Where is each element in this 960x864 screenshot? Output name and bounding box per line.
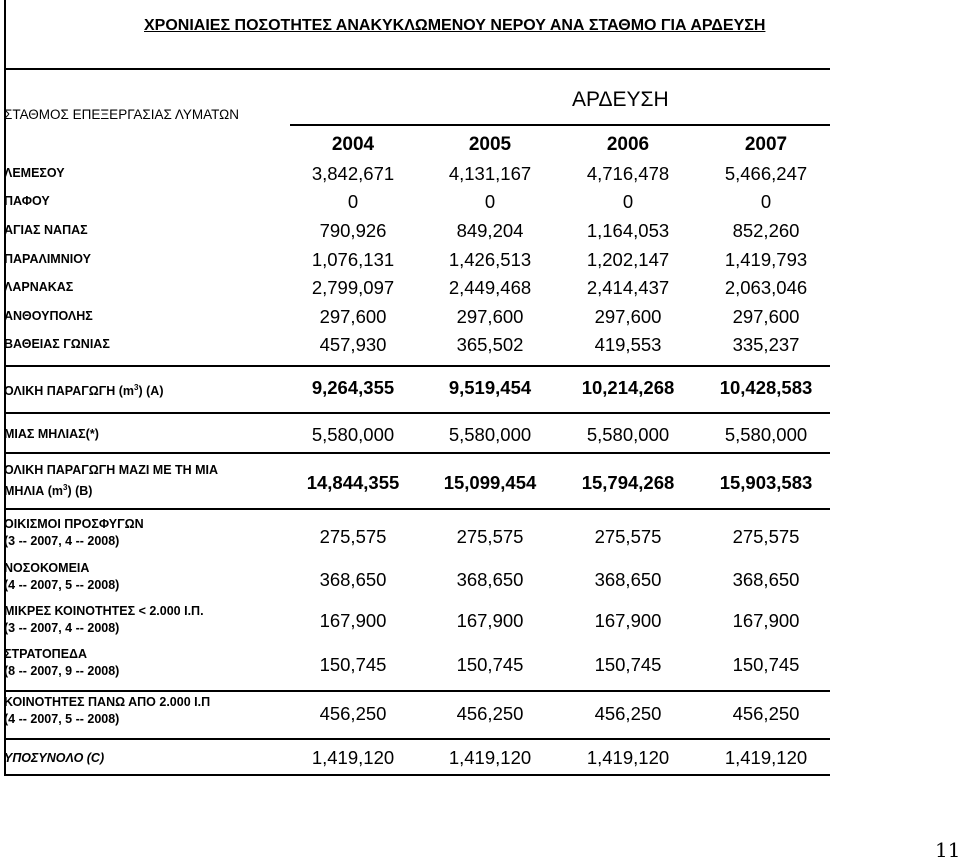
station-value-2004: 297,600 — [319, 306, 387, 327]
station-value-2004: 457,930 — [319, 334, 387, 355]
other-row-value-2005: 456,250 — [456, 703, 524, 724]
other-row-value-2004: 456,250 — [319, 703, 387, 724]
other-row-value-2006: 150,745 — [594, 654, 662, 675]
other-row-label-line1: ΝΟΣΟΚΟΜΕΙΑ — [4, 561, 90, 575]
total-a-label: ΟΛΙΚΗ ΠΑΡΑΓΩΓΗ $(m^3)$ (A) — [4, 383, 164, 399]
station-label: ΠΑΡΑΛΙΜΝΙΟΥ — [4, 252, 91, 266]
other-row-value-2006: 368,650 — [594, 569, 662, 590]
superscript-3: 3 — [63, 483, 68, 492]
station-value-2006: 4,716,478 — [586, 163, 670, 184]
other-row-value-2007: 167,900 — [732, 610, 800, 631]
station-value-2006: 297,600 — [594, 306, 662, 327]
year-header-2007: 2007 — [744, 134, 788, 155]
station-value-2006: 419,553 — [594, 334, 662, 355]
station-label: ΒΑΘΕΙΑΣ ΓΩΝΙΑΣ — [4, 337, 110, 351]
mias-mhlias-value-2006: 5,580,000 — [586, 424, 670, 445]
other-row-value-2007: 275,575 — [732, 526, 800, 547]
station-label: ΛΕΜΕΣΟΥ — [4, 166, 65, 180]
other-row-value-2006: 275,575 — [594, 526, 662, 547]
station-value-2007: 335,237 — [732, 334, 800, 355]
station-value-2004: 1,076,131 — [311, 249, 395, 270]
other-row-label — [4, 603, 204, 637]
other-row-label — [4, 646, 119, 680]
other-row-label-line1: ΣΤΡΑΤΟΠΕΔΑ — [4, 647, 88, 661]
rule-under-title — [4, 68, 830, 70]
station-value-2007: 297,600 — [732, 306, 800, 327]
station-value-2004: 3,842,671 — [311, 163, 395, 184]
mias-mhlias-label: ΜΙΑΣ ΜΗΛΙΑΣ(*) — [4, 427, 99, 441]
rule-above-subtotal — [4, 738, 830, 740]
total-a-value-2007: 10,428,583 — [719, 377, 813, 398]
station-label: ΠΑΦΟΥ — [4, 194, 50, 208]
station-value-2004: 790,926 — [319, 220, 387, 241]
other-row-label-line2: (4 -- 2007, 5 -- 2008) — [4, 712, 120, 726]
superscript-3: 3 — [134, 383, 139, 392]
station-value-2006: 1,164,053 — [586, 220, 670, 241]
other-row-value-2007: 368,650 — [732, 569, 800, 590]
station-label: ΑΝΘΟΥΠΟΛΗΣ — [4, 309, 93, 323]
station-value-2005: 849,204 — [456, 220, 524, 241]
other-row-value-2005: 275,575 — [456, 526, 524, 547]
other-row-label-line2: (8 -- 2007, 9 -- 2008) — [4, 664, 120, 678]
total-b-label-line1: ΟΛΙΚΗ ΠΑΡΑΓΩΓΗ ΜΑΖΙ ΜΕ ΤΗ ΜΙΑ — [4, 463, 219, 477]
other-row-value-2004: 150,745 — [319, 654, 387, 675]
subtotal-value-2004: 1,419,120 — [311, 747, 395, 768]
station-value-2007: 2,063,046 — [724, 277, 808, 298]
other-row-value-2004: 368,650 — [319, 569, 387, 590]
total-b-label — [4, 462, 218, 500]
stations-header: ΣΤΑΘΜΟΣ ΕΠΕΞΕΡΓΑΣΙΑΣ ΛΥΜΑΤΩΝ — [4, 107, 239, 122]
other-row-label — [4, 694, 210, 728]
rule-above-total-b — [4, 452, 830, 454]
station-value-2006: 1,202,147 — [586, 249, 670, 270]
subtotal-value-2005: 1,419,120 — [448, 747, 532, 768]
station-value-2006: 0 — [622, 191, 634, 212]
total-b-value-2006: 15,794,268 — [581, 472, 675, 493]
total-a-value-2004: 9,264,355 — [311, 377, 395, 398]
other-row-label-line2: (3 -- 2007, 4 -- 2008) — [4, 534, 120, 548]
page-number: 11 — [935, 838, 960, 862]
station-label: ΑΓΙΑΣ ΝΑΠΑΣ — [4, 223, 88, 237]
subtotal-value-2007: 1,419,120 — [724, 747, 808, 768]
total-b-value-2004: 14,844,355 — [306, 472, 400, 493]
other-row-value-2005: 167,900 — [456, 610, 524, 631]
page-title: ΧΡΟΝΙΑΙΕΣ ΠΟΣΟΤΗΤΕΣ ΑΝΑΚΥΚΛΩΜΕΝΟΥ ΝΕΡΟΥ ΑΝΑ ΣΤΑΘΜΟ ΓΙΑ ΑΡΔΕΥΣΗ — [144, 17, 766, 34]
use-header: ΑΡΔΕΥΣΗ — [572, 88, 669, 111]
year-header-2005: 2005 — [468, 134, 512, 155]
other-row-value-2005: 150,745 — [456, 654, 524, 675]
rule-above-mias-mhlias — [4, 412, 830, 414]
station-value-2004: 2,799,097 — [311, 277, 395, 298]
station-value-2005: 0 — [484, 191, 496, 212]
other-row-label-line1: ΟΙΚΙΣΜΟΙ ΠΡΟΣΦΥΓΩΝ — [4, 517, 144, 531]
subtotal-value-2006: 1,419,120 — [586, 747, 670, 768]
station-value-2007: 1,419,793 — [724, 249, 808, 270]
year-header-2004: 2004 — [331, 134, 375, 155]
other-row-value-2004: 167,900 — [319, 610, 387, 631]
subtotal-label: ΥΠΟΣΥΝΟΛΟ (C) — [4, 751, 105, 765]
station-value-2005: 1,426,513 — [448, 249, 532, 270]
total-b-value-2007: 15,903,583 — [719, 472, 813, 493]
rule-under-ardeusi — [290, 124, 830, 126]
station-value-2005: 4,131,167 — [448, 163, 532, 184]
rule-above-last-other-row — [4, 690, 830, 692]
other-row-value-2007: 150,745 — [732, 654, 800, 675]
total-a-value-2006: 10,214,268 — [581, 377, 675, 398]
station-label: ΛΑΡΝΑΚΑΣ — [4, 280, 74, 294]
other-row-value-2006: 456,250 — [594, 703, 662, 724]
other-row-label-line2: (3 -- 2007, 4 -- 2008) — [4, 621, 120, 635]
other-row-value-2006: 167,900 — [594, 610, 662, 631]
other-row-label-line2: (4 -- 2007, 5 -- 2008) — [4, 578, 120, 592]
station-value-2005: 365,502 — [456, 334, 524, 355]
total-a-value-2005: 9,519,454 — [448, 377, 532, 398]
mias-mhlias-value-2004: 5,580,000 — [311, 424, 395, 445]
station-value-2007: 852,260 — [732, 220, 800, 241]
station-value-2007: 0 — [760, 191, 772, 212]
mias-mhlias-value-2005: 5,580,000 — [448, 424, 532, 445]
station-value-2007: 5,466,247 — [724, 163, 808, 184]
other-row-value-2004: 275,575 — [319, 526, 387, 547]
other-row-value-2007: 456,250 — [732, 703, 800, 724]
year-header-2006: 2006 — [606, 134, 650, 155]
station-value-2006: 2,414,437 — [586, 277, 670, 298]
other-row-label — [4, 560, 119, 594]
station-value-2005: 297,600 — [456, 306, 524, 327]
other-row-value-2005: 368,650 — [456, 569, 524, 590]
station-value-2004: 0 — [347, 191, 359, 212]
mias-mhlias-value-2007: 5,580,000 — [724, 424, 808, 445]
rule-above-total-a — [4, 365, 830, 367]
other-row-label-line1: ΚΟΙΝΟΤΗΤΕΣ ΠΑΝΩ ΑΠΟ 2.000 Ι.Π — [4, 695, 211, 709]
total-b-label-line2: ΜΗΛΙΑ $(m^3)$ (B) — [4, 483, 93, 499]
total-b-value-2005: 15,099,454 — [443, 472, 537, 493]
other-row-label-line1: ΜΙΚΡΕΣ ΚΟΙΝΟΤΗΤΕΣ < 2.000 Ι.Π. — [4, 604, 204, 618]
station-value-2005: 2,449,468 — [448, 277, 532, 298]
other-row-label — [4, 516, 144, 550]
rule-above-other-rows — [4, 508, 830, 510]
